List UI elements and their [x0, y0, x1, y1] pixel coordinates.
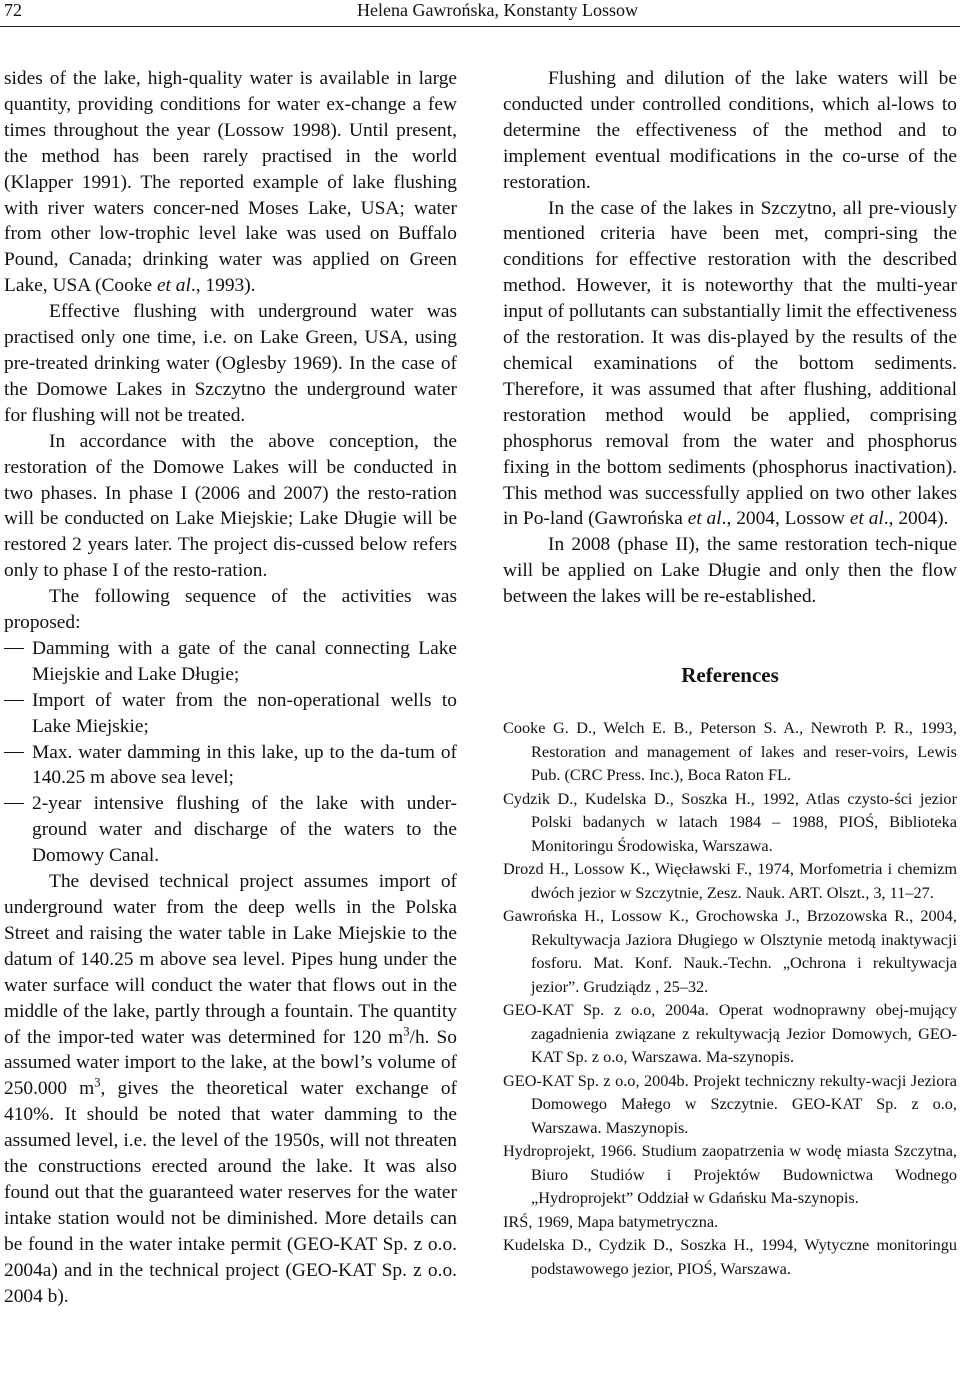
- reference-item: GEO-KAT Sp. z o.o, 2004b. Projekt techniczny rekulty-wacji Jeziora Domowego Małego w Szczytnie. GEO-KAT Sp. z o.o, Warszawa. Maszynopis.: [503, 1070, 957, 1137]
- running-header: [0, 0, 960, 22]
- paragraph: The devised technical project assumes import of underground water from the deep wells in the Polska Street and raising the water table in Lake Miejskie to the datum of 140.25 m above sea level. Pipes hung under the water surface will conduct the water that flows out in the middle of the lake, partly through a fountain. The quantity of the impor-ted water was determined for 120 $m^3/h$. So assumed water import to the lake, at the bowl’s volume of 250.000 $m^3$, gives the theoretical water exchange of 410%. It should be noted that water damming to the assumed level, i.e. the level of the 1950s, will not threaten the constructions erected around the lake. It was also found out that the guaranteed water reserves for the water intake station would not be diminished. More details can be found in the water intake permit (GEO-KAT Sp. z o.o. 2004a) and in the technical project (GEO-KAT Sp. z o.o. 2004 b).: [4, 871, 457, 1307]
- paragraph: In accordance with the above conception, the restoration of the Domowe Lakes will be conducted in two phases. In phase I (2006 and 2007) the resto-ration will be conducted on Lake Miejskie; Lake Długie will be restored 2 years later. The project dis-cussed below refers only to phase I of the resto-ration.: [4, 430, 457, 582]
- reference-item: Cydzik D., Kudelska D., Soszka H., 1992, Atlas czysto-ści jezior Polski badanych w latach 1984 – 1988, PIOŚ, Biblioteka Monitoringu Środowiska, Warszawa.: [503, 788, 957, 855]
- paragraph: Effective flushing with underground water was practised only one time, i.e. on Lake Green, USA, using pre-treated drinking water (Oglesby 1969). In the case of the Domowe Lakes in Szczytno the underground water for flushing will not be treated.: [4, 301, 457, 426]
- references-heading: References: [681, 663, 779, 688]
- paragraph: Flushing and dilution of the lake waters will be conducted under controlled conditions, which al-lows to determine the effectiveness of the method and to implement eventual modifications in the co-urse of the restoration.: [503, 68, 957, 193]
- dash-bullet: [4, 700, 24, 701]
- reference-item: IRŚ, 1969, Mapa batymetryczna.: [503, 1211, 719, 1231]
- reference-item: Kudelska D., Cydzik D., Soszka H., 1994, Wytyczne monitoringu podstawowego jezior, PIOŚ, Warszawa.: [503, 1235, 957, 1278]
- header-divider: [0, 26, 960, 27]
- list-item: Damming with a gate of the canal connecting Lake Miejskie and Lake Długie;: [4, 636, 457, 688]
- list-item: Max. water damming in this lake, up to the da-tum of 140.25 m above sea level;: [4, 740, 457, 792]
- reference-item: GEO-KAT Sp. z o.o, 2004a. Operat wodnoprawny obej-mujący zagadnienia związane z rekultywacją Jezior Domowych, GEO-KAT Sp. z o.o, Warszawa. Ma-szynopis.: [503, 1000, 957, 1067]
- paragraph: In 2008 (phase II), the same restoration tech-nique will be applied on Lake Długie and only then the flow between the lakes will be re-established.: [503, 534, 957, 608]
- left-column: [4, 66, 457, 1310]
- reference-item: Drozd H., Lossow K., Więcławski F., 1974, Morfometria i chemizm dwóch jezior w Szczytnie, Zesz. Nauk. ART. Olszt., 3, 11–27.: [503, 859, 957, 902]
- dash-bullet: [4, 803, 24, 804]
- paragraph: In the case of the lakes in Szczytno, all pre-viously mentioned criteria have been met, compri-sing the conditions for effective restoration with the described method. However, it is noteworthy that the multi-year input of pollutants can substantially limit the effectiveness of the restoration. It was dis-played by the results of the chemical examinations of the bottom sediments. Therefore, it was assumed that after flushing, additional restoration method would be applied, comprising phosphorus removal from the water and phosphorus fixing in the bottom sediments (phosphorus inactivation). This method was successfully applied on two other lakes in Po-land (Gawrońska et al., 2004, Lossow et al., 2004).: [503, 197, 957, 530]
- paragraph: The following sequence of the activities was proposed:: [4, 586, 457, 634]
- list-item: Import of water from the non-operational wells to Lake Miejskie;: [4, 688, 457, 740]
- paragraph: sides of the lake, high-quality water is available in large quantity, providing conditions for water ex-change a few times throughout the year (Lossow 1998). Until present, the method has been rarely practised in the world (Klapper 1991). The reported example of lake flushing with river waters concer-ned Moses Lake, USA; water from other low-trophic level lake was used on Buffalo Pound, Canada; drinking water was applied on Green Lake, USA (Cooke et al., 1993).: [4, 68, 457, 297]
- right-column: [503, 66, 957, 1280]
- running-header-authors: Helena Gawrońska, Konstanty Lossow: [357, 0, 638, 20]
- page-number: 72: [4, 0, 22, 20]
- reference-item: Cooke G. D., Welch E. B., Peterson S. A., Newroth P. R., 1993, Restoration and management of lakes and reser-voirs, Lewis Pub. (CRC Press. Inc.), Boca Raton FL.: [503, 718, 957, 785]
- dash-bullet: [4, 752, 24, 753]
- dash-bullet: [4, 648, 24, 649]
- reference-item: Hydroprojekt, 1966. Studium zaopatrzenia w wodę miasta Szczytna, Biuro Studiów i Projektów Budownictwa Wodnego „Hydroprojekt” Oddział w Gdańsku Ma-szynopis.: [503, 1141, 957, 1208]
- reference-item: Gawrońska H., Lossow K., Grochowska J., Brzozowska R., 2004, Rekultywacja Jaziora Długiego w Olsztynie metodą inaktywacji fosforu. Mat. Konf. Nauk.-Techn. „Ochrona i rekultywacja jezior”. Grudziądz , 25–32.: [503, 906, 957, 996]
- list-item: 2-year intensive flushing of the lake with under-ground water and discharge of the waters to the Domowy Canal.: [4, 791, 457, 869]
